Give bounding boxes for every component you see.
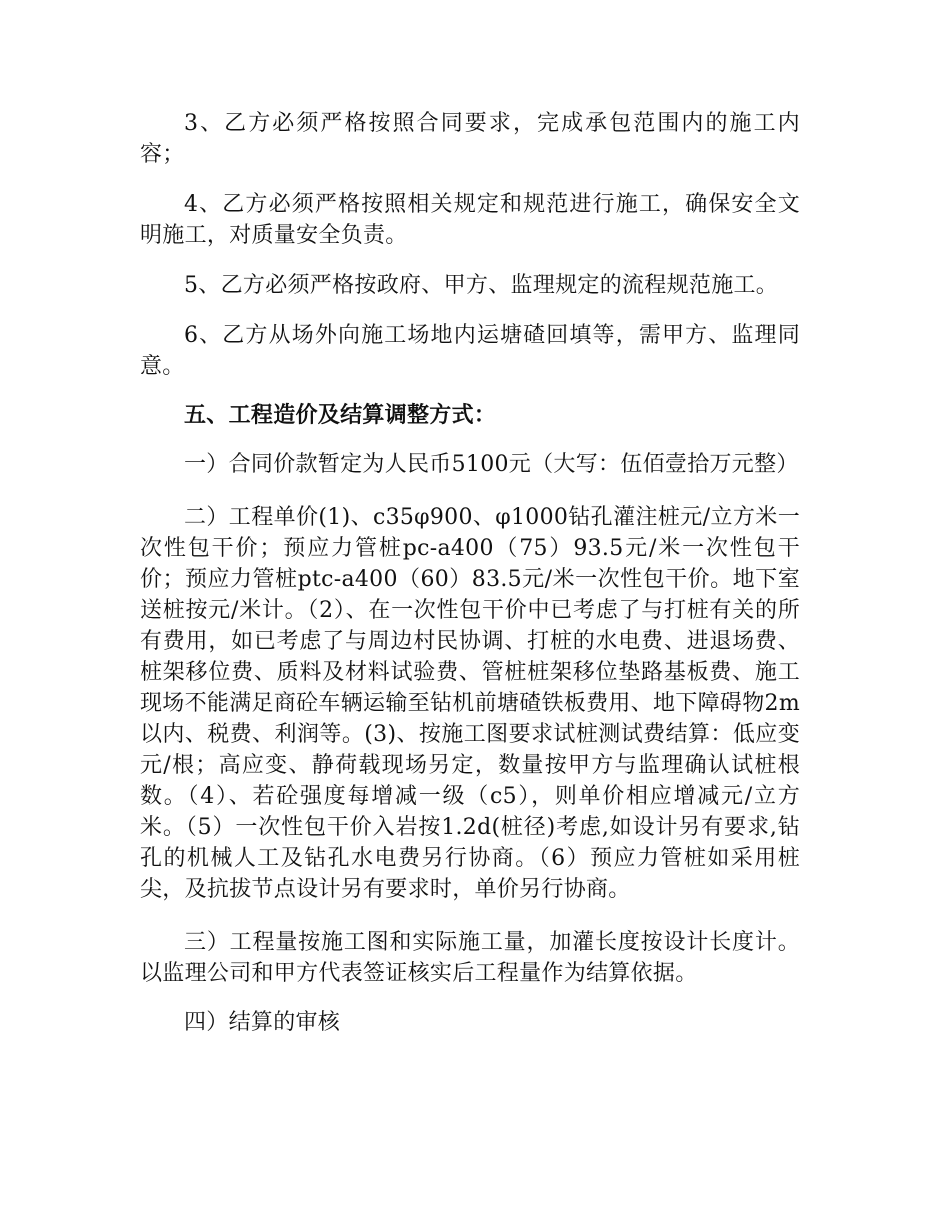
section-5-heading: 五、工程造价及结算调整方式： <box>184 402 497 428</box>
unit-price-paragraph: 二）工程单价(1)、c35φ900、φ1000钻孔灌注桩元/立方米一次性包干价；预应力管桩pc-a400（75）93.5元/米一次性包干价；预应力管桩ptc-a400（60）83.5元/米一次性包干价。地下室送桩按元/米计。（2）、在一次性包干价中已考虑了与打桩有关的所有费用，如已考虑了与周边村民协调、打桩的水电费、进退场费、桩架移位费、质料及材料试验费、管桩桩架移位垫路基板费、施工现场不能满足商砼车辆运输至钻机前塘碴铁板费用、地下障碍物2m以内、税费、利润等。(3)、按施工图要求试桩测试费结算：低应变元/根；高应变、静荷载现场另定，数量按甲方与监理确认试桩根数。（4）、若砼强度每增减一级（c5），则单价相应增减元/立方米。（5）一次性包干价入岩按1.2d(桩径)考虑,如设计另有要求,钻孔的机械人工及钻孔水电费另行协商。（6）预应力管桩如采用桩尖，及抗拔节点设计另有要求时，单价另行协商。 <box>140 505 800 902</box>
clause-4-paragraph: 4、乙方必须严格按照相关规定和规范进行施工，确保安全文明施工，对质量安全负责。 <box>140 192 800 248</box>
quantity-paragraph: 三）工程量按施工图和实际施工量，加灌长度按设计长度计。以监理公司和甲方代表签证核实后工程量作为结算依据。 <box>140 930 800 986</box>
document-page <box>140 108 800 1038</box>
clause-6-paragraph: 6、乙方从场外向施工场地内运塘碴回填等，需甲方、监理同意。 <box>140 323 800 379</box>
clause-5-paragraph: 5、乙方必须严格按政府、甲方、监理规定的流程规范施工。 <box>184 273 779 298</box>
contract-price-paragraph: 一）合同价款暂定为人民币5100元（大写：伍佰壹拾万元整） <box>184 452 799 477</box>
clause-3-paragraph: 3、乙方必须严格按照合同要求，完成承包范围内的施工内容； <box>140 111 800 167</box>
settlement-review-paragraph: 四）结算的审核 <box>184 1010 341 1035</box>
